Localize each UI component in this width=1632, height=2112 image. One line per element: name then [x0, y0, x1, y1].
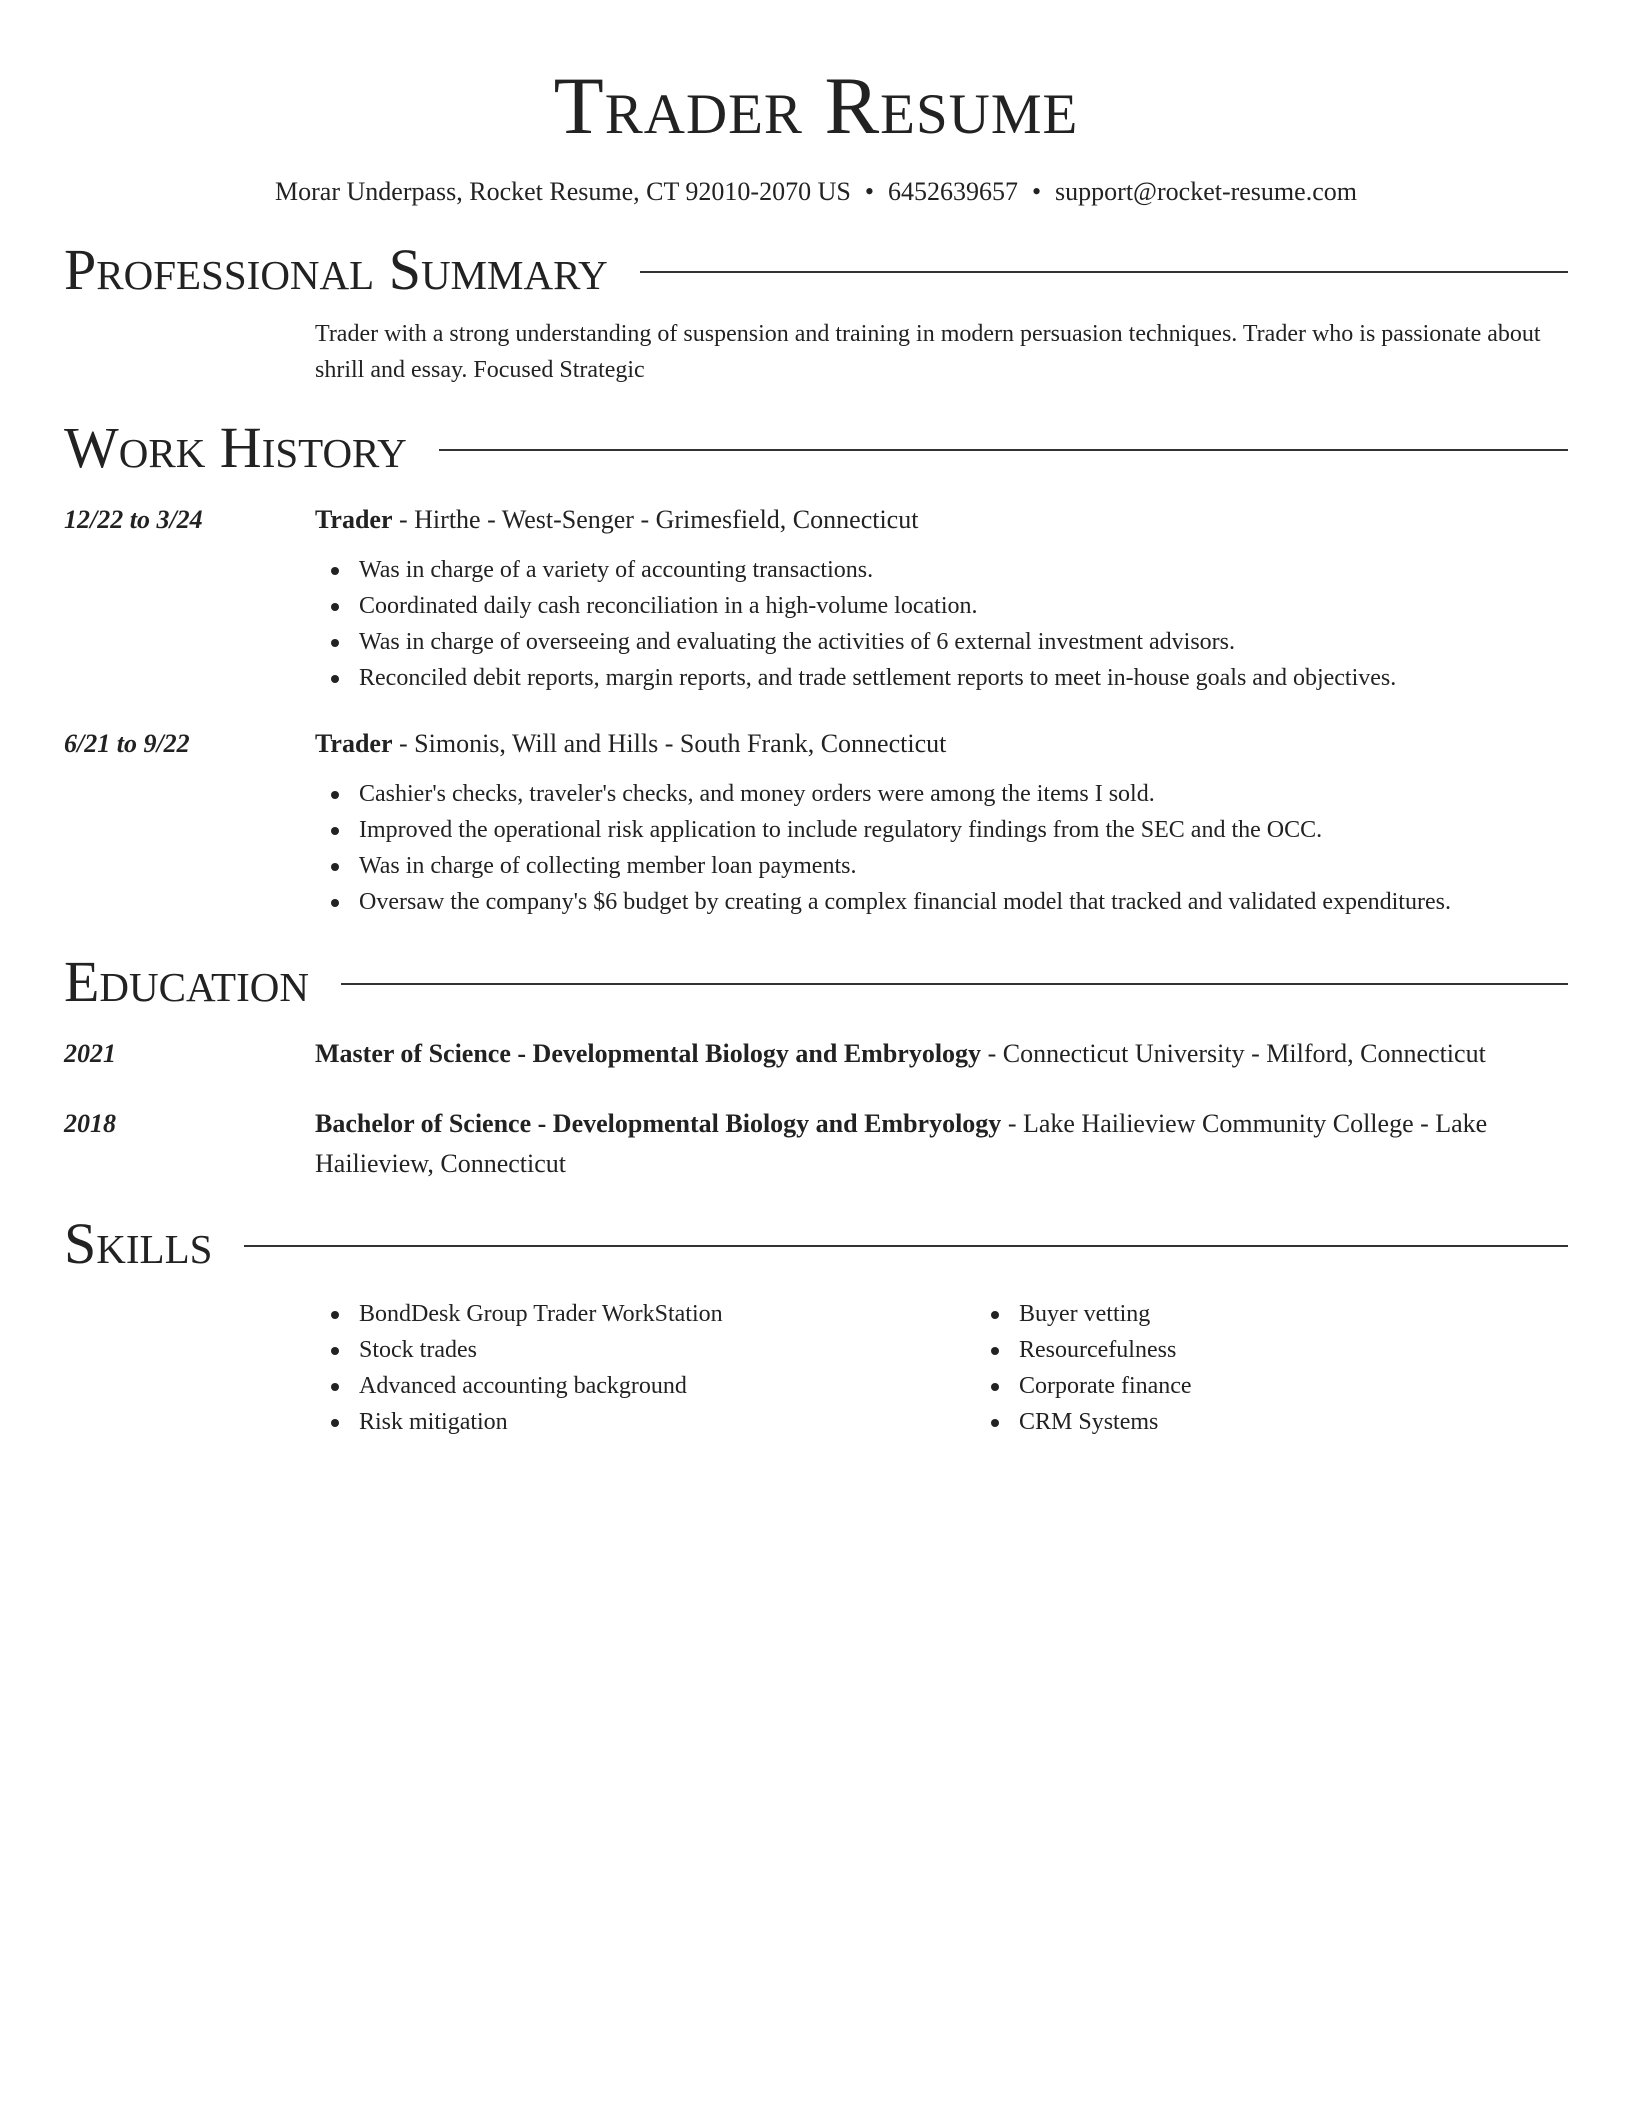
contact-email: support@rocket-resume.com: [1055, 177, 1357, 206]
skill-item: Stock trades: [359, 1332, 975, 1368]
resume-title: Trader Resume: [553, 60, 1079, 151]
section-header: [64, 236, 1568, 304]
skill-item: Advanced accounting background: [359, 1368, 975, 1404]
education-degree: Bachelor of Science - Developmental Biology and Embryology: [315, 1109, 1002, 1138]
section-header: [64, 1210, 1568, 1278]
skill-item: Risk mitigation: [359, 1404, 975, 1440]
job-bullet: Improved the operational risk application to include regulatory findings from the SEC and the OCC.: [359, 812, 1568, 848]
skills-list-right: [975, 1296, 1632, 1440]
contact-address: Morar Underpass, Rocket Resume, CT 92010-2070 US: [275, 177, 851, 206]
contact-phone: 6452639657: [887, 177, 1018, 206]
job-header-row: [64, 500, 1568, 540]
section-heading-skills: Skills: [64, 1211, 213, 1276]
job-employer: - Simonis, Will and Hills - South Frank, Connecticut: [392, 729, 947, 758]
section-header: [64, 414, 1568, 482]
section-heading-work: Work History: [64, 415, 407, 480]
job-bullets-row: [64, 764, 1568, 920]
skill-item: Resourcefulness: [1019, 1332, 1632, 1368]
section-divider: [341, 983, 1568, 985]
job-bullet: Was in charge of a variety of accounting transactions.: [359, 552, 1568, 588]
job-bullet: Cashier's checks, traveler's checks, and money orders were among the items I sold.: [359, 776, 1568, 812]
contact-separator: •: [1031, 177, 1042, 206]
job-heading: [315, 500, 1568, 540]
skills-grid: [315, 1296, 1568, 1440]
job-bullets-row: [64, 540, 1568, 696]
education-year: 2021: [64, 1039, 116, 1068]
education-entry: [64, 1104, 1568, 1184]
skill-item: CRM Systems: [1019, 1404, 1632, 1440]
section-heading-education: Education: [64, 949, 309, 1014]
job-bullet-list: [315, 552, 1568, 696]
contact-line: [64, 176, 1568, 208]
education-year: 2018: [64, 1109, 116, 1138]
job-title: Trader: [315, 729, 393, 758]
education-entry: [64, 1034, 1568, 1074]
skills-section: [64, 1210, 1568, 1440]
skill-item: BondDesk Group Trader WorkStation: [359, 1296, 975, 1332]
professional-summary-section: [64, 236, 1568, 388]
job-bullet: Coordinated daily cash reconciliation in a high-volume location.: [359, 588, 1568, 624]
work-history-section: [64, 414, 1568, 920]
contact-separator: •: [864, 177, 874, 206]
job-bullet: Was in charge of collecting member loan payments.: [359, 848, 1568, 884]
section-divider: [244, 1245, 1568, 1247]
education-section: [64, 948, 1568, 1184]
job-dates: 6/21 to 9/22: [64, 729, 190, 758]
job-bullets-container: [315, 764, 1568, 920]
job-bullet-list: [315, 776, 1568, 920]
job-dates: 12/22 to 3/24: [64, 505, 203, 534]
skill-item: Corporate finance: [1019, 1368, 1632, 1404]
job-entry: [64, 724, 1568, 920]
section-heading-summary: Professional Summary: [64, 237, 608, 302]
education-details: [315, 1104, 1568, 1184]
skill-item: Buyer vetting: [1019, 1296, 1632, 1332]
job-title: Trader: [315, 505, 393, 534]
section-divider: [640, 271, 1568, 273]
job-employer: - Hirthe - West-Senger - Grimesfield, Connecticut: [392, 505, 919, 534]
summary-text: Trader with a strong understanding of suspension and training in modern persuasion techniques. Trader who is passionate about shrill and essay. Focused Strategic: [315, 321, 1541, 383]
section-header: [64, 948, 1568, 1016]
job-bullets-spacer: [64, 540, 315, 696]
job-bullets-container: [315, 540, 1568, 696]
section-divider: [439, 449, 1568, 451]
job-entry: [64, 500, 1568, 696]
education-school: - Connecticut University - Milford, Connecticut: [981, 1039, 1486, 1068]
job-header-row: [64, 724, 1568, 764]
job-heading: [315, 724, 1568, 764]
job-bullet: Reconciled debit reports, margin reports, and trade settlement reports to meet in-house goals and objectives.: [359, 660, 1568, 696]
job-bullets-spacer: [64, 764, 315, 920]
job-bullet: Was in charge of overseeing and evaluating the activities of 6 external investment advisors.: [359, 624, 1568, 660]
job-bullet: Oversaw the company's $6 budget by creating a complex financial model that tracked and validated expenditures.: [359, 884, 1568, 920]
skills-list-left: [315, 1296, 975, 1440]
education-details: [315, 1034, 1568, 1074]
education-degree: Master of Science - Developmental Biology and Embryology: [315, 1039, 982, 1068]
education-school: - Lake Hailieview Community College - Lake Hailieview, Connecticut: [315, 1109, 1488, 1178]
